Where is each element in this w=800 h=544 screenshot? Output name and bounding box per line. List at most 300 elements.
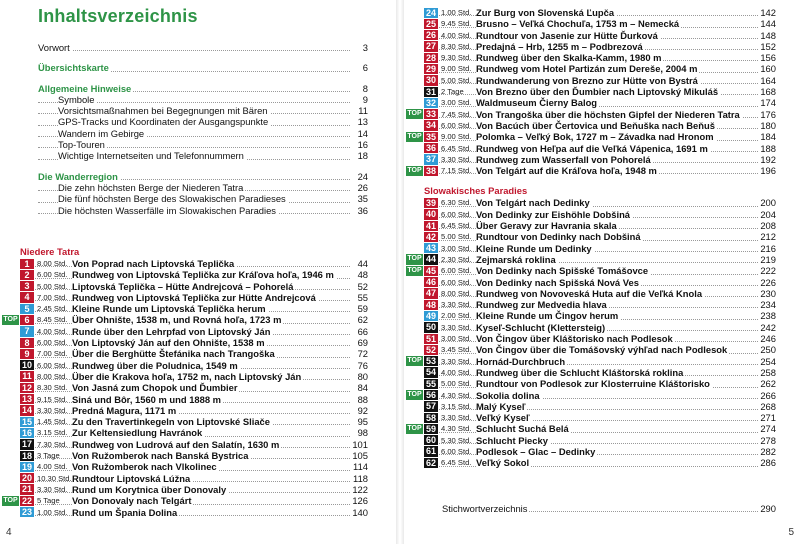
toc-entry-title: Die fünf höchsten Berge des Slowakischen Paradieses [58, 193, 286, 205]
tour-entry[interactable] [20, 258, 368, 269]
toc-page-number: 24 [357, 170, 368, 182]
top-tour-badge: TOP [406, 390, 423, 400]
tour-duration: 7.45 Std. [441, 109, 472, 119]
tour-duration: 3.30 Std. [441, 300, 472, 310]
tour-entry[interactable] [424, 310, 776, 321]
tour-duration: 3.30 Std. [37, 484, 68, 494]
tour-entry[interactable] [424, 367, 776, 378]
tour-page-number: 122 [352, 483, 368, 495]
tour-duration: 6.00 Std. [441, 120, 472, 130]
tour-page-number: 268 [760, 400, 776, 412]
tour-page-number: 212 [760, 231, 776, 243]
tour-number-badge: 7 [20, 326, 34, 336]
tour-entry[interactable] [424, 18, 776, 29]
tour-title: Hornád-Durchbruch [476, 355, 566, 367]
tour-duration: 9.45 Std. [441, 19, 472, 29]
tour-number-badge: 33 [425, 109, 436, 120]
tour-title: Rundtour Liptovská Lúžna [72, 472, 191, 484]
toc-page-number: 26 [357, 181, 368, 193]
tour-title: Von Poprad nach Liptovská Teplička [72, 258, 235, 269]
tour-duration: 8.30 Std. [441, 41, 472, 51]
tour-number-badge: 25 [425, 18, 436, 29]
tour-entry[interactable] [407, 265, 776, 277]
tour-number-badge: 20 [21, 473, 32, 484]
tour-duration: 4.30 Std. [441, 390, 472, 400]
tour-number-badge: 10 [21, 360, 32, 371]
tour-entry[interactable] [424, 446, 776, 457]
tour-entry[interactable] [424, 63, 776, 74]
tour-entry[interactable] [424, 344, 776, 355]
tour-entry[interactable] [424, 52, 776, 63]
tour-entry[interactable] [424, 333, 776, 344]
tour-number-badge: 22 [21, 495, 32, 506]
toc-page-number: 16 [357, 139, 368, 151]
tour-number-badge: 6 [20, 315, 34, 325]
tour-number-badge: 31 [425, 86, 436, 97]
tour-duration: 4.00 Std. [37, 326, 68, 336]
top-tour-badge: TOP [406, 254, 423, 264]
tour-number-badge: 4 [20, 292, 34, 302]
tour-duration: 4.00 Std. [441, 367, 472, 377]
tour-duration: 5.00 Std. [441, 232, 472, 242]
tour-duration: 8.00 Std. [37, 259, 68, 268]
tour-page-number: 274 [760, 423, 776, 435]
toc-entry[interactable] [38, 105, 368, 116]
tour-entry[interactable] [424, 243, 776, 254]
front-matter-list [38, 42, 368, 216]
toc-page-number: 8 [362, 82, 368, 94]
stichwort-entry[interactable] [442, 503, 776, 514]
tour-duration: 7.00 Std. [37, 292, 68, 302]
tour-page-number: 230 [760, 287, 776, 299]
dot-leader [424, 409, 758, 410]
dot-leader [424, 466, 758, 467]
toc-entry[interactable] [38, 205, 368, 216]
dot-leader [20, 515, 350, 516]
toc-entry-title: Vorsichtsmaßnahmen bei Begegnungen mit Bären [58, 105, 268, 117]
tour-page-number: 69 [357, 337, 368, 349]
tour-number-badge: 60 [425, 435, 436, 446]
tour-entry[interactable] [424, 143, 776, 154]
tour-entry[interactable] [424, 299, 776, 310]
tour-entry[interactable] [3, 314, 368, 326]
top-tour-badge: TOP [406, 166, 423, 176]
tour-entry[interactable] [20, 484, 368, 495]
top-tour-badge: TOP [406, 424, 423, 434]
tour-duration: 4.00 Std. [37, 462, 68, 472]
tour-number-badge: 16 [21, 427, 32, 438]
tour-duration: 1.00 Std. [441, 8, 472, 17]
tour-duration: 9.15 Std. [37, 394, 68, 404]
dot-leader [424, 364, 758, 365]
tour-duration: 9.00 Std. [441, 64, 472, 74]
tour-title: Zur Keltensiedlung Havránok [72, 427, 203, 439]
tour-number-badge: 24 [425, 7, 436, 18]
left-page [0, 0, 394, 544]
tour-entry[interactable] [424, 30, 776, 41]
tour-duration: 3.15 Std. [37, 428, 68, 438]
toc-entry-title: Die zehn höchsten Berge der Niederen Tatra [58, 181, 244, 193]
tour-page-number: 118 [353, 472, 368, 484]
tour-duration: 2.30 Std. [441, 254, 472, 264]
tour-entry[interactable] [20, 416, 368, 427]
tour-page-number: 184 [760, 131, 776, 143]
toc-entry-title: Vorwort [38, 42, 70, 53]
tour-entry[interactable] [424, 288, 776, 299]
tour-entry[interactable] [20, 394, 368, 405]
tour-duration: 3.30 Std. [441, 413, 472, 423]
tour-title: Von Telgárt nach Dedinky [476, 197, 590, 209]
tour-entry[interactable] [20, 382, 368, 393]
tour-number-badge: 14 [21, 405, 32, 416]
top-tour-badge: TOP [406, 266, 423, 276]
tour-entry[interactable] [407, 108, 776, 120]
tour-entry[interactable] [424, 412, 776, 423]
tour-number-badge: 13 [21, 394, 32, 405]
tour-title: Rundweg über die Schlucht Kláštorská roklina [476, 366, 684, 378]
tour-page-number: 152 [760, 40, 776, 52]
tour-duration: 3.30 Std. [441, 154, 472, 164]
tour-entry[interactable] [20, 292, 368, 303]
tour-entry[interactable] [407, 253, 776, 265]
toc-entry[interactable] [38, 116, 368, 127]
tour-title: Von Bacúch über Čertovica und Beňuška nach Beňuš [476, 119, 715, 131]
toc-page-number: 36 [357, 204, 368, 216]
tour-duration: 2.00 Std. [441, 311, 472, 321]
toc-page-number: 9 [362, 93, 368, 105]
tour-number-badge: 37 [425, 154, 436, 165]
tour-number-badge: 27 [425, 41, 436, 52]
tour-entry[interactable] [407, 423, 776, 435]
tour-number-badge: 35 [425, 131, 436, 142]
tour-entry[interactable] [20, 303, 368, 314]
tour-duration: 6.30 Std. [441, 198, 472, 208]
tour-entry[interactable] [424, 435, 776, 446]
right-page [406, 0, 800, 544]
tour-page-number: 168 [760, 86, 776, 98]
tour-entry[interactable] [424, 378, 776, 389]
tour-title: Zur Burg von Slovenská Ľupča [476, 7, 615, 18]
tour-entry[interactable] [424, 209, 776, 220]
tour-page-number: 72 [357, 348, 368, 360]
tour-page-number: 282 [760, 445, 776, 457]
tour-number-badge: 32 [425, 97, 436, 108]
tour-number-badge: 45 [425, 265, 436, 276]
tour-page-number: 188 [760, 142, 776, 154]
tour-page-number: 101 [352, 438, 368, 450]
tour-entry[interactable] [424, 97, 776, 108]
tour-number-badge: 1 [20, 259, 34, 269]
tour-entry[interactable] [20, 281, 368, 292]
tour-duration: 6.00 Std. [441, 209, 472, 219]
tour-list-niedere-tatra [3, 245, 368, 518]
tour-title: Rund um Korytnica über Donovaly [72, 483, 227, 495]
tour-number-badge: 8 [20, 338, 34, 348]
tour-list-right [407, 7, 776, 469]
tour-entry[interactable] [424, 75, 776, 86]
toc-entry[interactable] [38, 62, 368, 73]
tour-number-badge: 40 [425, 209, 436, 220]
tour-title: Schlucht Suchá Belá [476, 423, 569, 435]
dot-leader [424, 398, 758, 399]
tour-title: Veľký Kyseľ [476, 412, 530, 424]
tour-entry[interactable] [407, 131, 776, 143]
tour-page-number: 52 [357, 280, 368, 292]
tour-entry[interactable] [424, 401, 776, 412]
toc-page-number: 35 [357, 193, 368, 205]
tour-page-number: 148 [760, 29, 776, 41]
tour-entry[interactable] [424, 120, 776, 131]
tour-title: Rundtour von Jasenie zur Hütte Ďurková [476, 29, 658, 41]
tour-title: Von Liptovský Ján auf den Ohnište, 1538 m [72, 337, 265, 349]
tour-entry[interactable] [424, 220, 776, 231]
tour-page-number: 238 [760, 310, 776, 322]
tour-title: Rundwanderung von Brezno zur Hütte von Bystrá [476, 74, 698, 86]
tour-number-badge: 9 [20, 349, 34, 359]
tour-entry[interactable] [424, 41, 776, 52]
toc-entry[interactable] [38, 83, 368, 94]
tour-number-badge: 54 [425, 367, 436, 378]
tour-title: Von Čingov über die Tomášovský výhľad nach Podlesok [476, 344, 728, 356]
tour-title: Runde über den Lehrpfad von Liptovský Ján [72, 325, 271, 337]
toc-entry[interactable] [38, 171, 368, 182]
tour-page-number: 105 [352, 450, 368, 462]
toc-entry[interactable] [442, 503, 776, 514]
toc-entry[interactable] [38, 42, 368, 53]
page-title: Inhaltsverzeichnis [38, 6, 198, 26]
section-heading-slowakisches-paradies: Slowakisches Paradies [424, 185, 528, 197]
tour-title: Kleine Runde um Liptovská Teplička herum [72, 303, 266, 315]
tour-entry[interactable] [20, 427, 368, 438]
tour-duration: 7.00 Std. [37, 349, 68, 359]
tour-duration: 1.45 Std. [37, 417, 68, 427]
tour-number-badge: 47 [425, 288, 436, 299]
page-number-right: 5 [788, 527, 794, 538]
tour-duration: 6.00 Std. [441, 266, 472, 276]
tour-entry[interactable] [20, 461, 368, 472]
tour-number-badge: 52 [425, 344, 436, 355]
tour-title: Über Geravy zur Havrania skala [476, 220, 617, 232]
tour-duration: 6.45 Std. [441, 221, 472, 231]
tour-title: Siná und Bôr, 1560 m und 1888 m [72, 393, 222, 405]
tour-number-badge: 11 [20, 371, 34, 381]
tour-title: Von Ružomberok nach Vlkolinec [72, 461, 217, 473]
tour-page-number: 66 [357, 325, 368, 337]
tour-number-badge: 42 [425, 231, 436, 242]
tour-duration: 3 Tage [37, 451, 60, 461]
tour-number-badge: 46 [425, 277, 436, 288]
tour-number-badge: 51 [425, 333, 436, 344]
tour-duration: 3.15 Std. [441, 401, 472, 411]
tour-title: Zu den Travertinkegeln von Liptovské Sliače [72, 416, 270, 428]
toc-entry[interactable] [38, 128, 368, 139]
tour-entry[interactable] [407, 165, 776, 177]
tour-number-badge: 26 [425, 30, 436, 41]
top-tour-badge: TOP [406, 109, 423, 119]
tour-duration: 7.15 Std. [441, 166, 472, 176]
tour-title: Von Dedinky nach Spišské Tomášovce [476, 265, 649, 277]
tour-page-number: 156 [760, 52, 776, 64]
top-tour-badge: TOP [406, 356, 423, 366]
tour-entry[interactable] [3, 495, 368, 507]
toc-entry-title: Stichwortverzeichnis [442, 503, 528, 514]
tour-number-badge: 2 [20, 270, 34, 280]
tour-number-badge: 15 [21, 416, 32, 427]
tour-entry[interactable] [20, 439, 368, 450]
tour-duration: 3.00 Std. [441, 243, 472, 253]
tour-entry[interactable] [407, 355, 776, 367]
tour-page-number: 219 [760, 253, 776, 265]
tour-entry[interactable] [407, 389, 776, 401]
tour-duration: 4.00 Std. [441, 30, 472, 40]
tour-duration: 3.30 Std. [441, 356, 472, 366]
tour-entry[interactable] [20, 348, 368, 359]
tour-title: Rundtour von Dedinky nach Dobšiná [476, 231, 641, 243]
tour-page-number: 278 [760, 434, 776, 446]
tour-entry[interactable] [20, 326, 368, 337]
tour-page-number: 208 [760, 220, 776, 232]
toc-entry[interactable] [38, 139, 368, 150]
tour-title: Predná Magura, 1171 m [72, 404, 177, 416]
tour-title: Brusno – Veľká Chochuľa, 1753 m – Nemecká [476, 18, 680, 30]
tour-page-number: 144 [760, 18, 776, 30]
tour-number-badge: 43 [425, 243, 436, 254]
tour-entry[interactable] [424, 277, 776, 288]
tour-number-badge: 18 [21, 450, 32, 461]
tour-entry[interactable] [20, 337, 368, 348]
tour-page-number: 76 [357, 359, 368, 371]
tour-title: Kleine Runde um Čingov herum [476, 310, 619, 322]
tour-number-badge: 48 [425, 299, 436, 310]
dot-leader [38, 50, 350, 51]
tour-title: Von Dedinky nach Spišská Nová Ves [476, 276, 639, 288]
tour-number-badge: 56 [425, 390, 436, 400]
tour-number-badge: 62 [425, 457, 436, 468]
tour-duration: 3.00 Std. [441, 98, 472, 108]
tour-entry[interactable] [20, 269, 368, 280]
tour-duration: 5.00 Std. [37, 281, 68, 291]
dot-leader [424, 443, 758, 444]
tour-page-number: 180 [760, 119, 776, 131]
tour-number-badge: 17 [21, 439, 32, 450]
toc-page-number: 290 [760, 503, 776, 514]
tour-page-number: 262 [760, 378, 776, 390]
tour-entry[interactable] [20, 473, 368, 484]
tour-title: Rundweg zur Medvedia hlava [476, 299, 607, 311]
tour-entry[interactable] [424, 322, 776, 333]
toc-entry-title: Top-Touren [58, 139, 105, 151]
tour-page-number: 62 [357, 314, 368, 326]
tour-title: Kleine Runde um Dedinky [476, 242, 592, 254]
tour-number-badge: 49 [425, 310, 436, 321]
tour-entry[interactable] [20, 507, 368, 518]
tour-duration: 5.00 Std. [441, 379, 472, 389]
tour-number-badge: 3 [20, 281, 34, 291]
tour-page-number: 200 [760, 197, 776, 209]
tour-title: Über Ohnište, 1538 m, und Rovná hoľa, 1723 m [72, 314, 282, 326]
tour-page-number: 246 [760, 333, 776, 345]
tour-title: Von Dedinky zur Eishöhle Dobšiná [476, 208, 631, 220]
tour-number-badge: 59 [425, 423, 436, 434]
tour-entry[interactable] [20, 450, 368, 461]
page-number-left: 4 [6, 527, 12, 538]
toc-section-heading: Übersichtskarte [38, 62, 109, 74]
tour-title: Liptovská Teplička – Hütte Andrejcová – Pohorelá [72, 280, 294, 292]
tour-page-number: 192 [760, 153, 776, 165]
tour-page-number: 196 [760, 165, 776, 177]
tour-page-number: 258 [760, 366, 776, 378]
tour-number-badge: 58 [425, 412, 436, 423]
tour-page-number: 80 [357, 370, 368, 382]
tour-page-number: 44 [357, 258, 368, 269]
tour-entry[interactable] [20, 405, 368, 416]
tour-title: Sokolia dolina [476, 389, 540, 401]
tour-page-number: 55 [357, 291, 368, 303]
tour-number-badge: 23 [21, 507, 32, 518]
tour-title: Rund um Špania Dolina [72, 506, 178, 518]
tour-duration: 9.00 Std. [441, 132, 472, 142]
tour-duration: 5.00 Std. [441, 75, 472, 85]
tour-number-badge: 50 [425, 322, 436, 333]
tour-duration: 8.00 Std. [441, 288, 472, 298]
tour-entry[interactable] [424, 231, 776, 242]
tour-page-number: 98 [357, 427, 368, 439]
tour-number-badge: 36 [425, 143, 436, 154]
tour-page-number: 250 [760, 344, 776, 356]
tour-duration: 8.00 Std. [37, 371, 68, 381]
tour-number-badge: 30 [425, 75, 436, 86]
tour-entry[interactable] [424, 86, 776, 97]
tour-number-badge: 19 [21, 461, 32, 472]
tour-entry[interactable] [20, 360, 368, 371]
tour-duration: 6.00 Std. [37, 360, 68, 370]
tour-page-number: 254 [760, 355, 776, 367]
tour-page-number: 95 [357, 416, 368, 428]
tour-title: Rundweg von Liptovská Teplička zur Hütte Andrejcová [72, 291, 316, 303]
toc-entry[interactable] [38, 94, 368, 105]
toc-section-heading: Die Wanderregion [38, 170, 118, 182]
toc-page-number: 13 [357, 116, 368, 128]
tour-entry[interactable] [20, 371, 368, 382]
tour-title: Kyseľ-Schlucht (Klettersteig) [476, 321, 606, 333]
tour-title: Über die Berghütte Štefánika nach Trangoška [72, 348, 275, 360]
tour-duration: 2.45 Std. [37, 304, 68, 314]
toc-entry[interactable] [38, 150, 368, 161]
tour-duration: 2 Tage [441, 87, 464, 97]
tour-number-badge: 53 [425, 356, 436, 367]
tour-number-badge: 61 [425, 446, 436, 457]
tour-duration: 5 Tage [37, 496, 60, 506]
tour-page-number: 114 [353, 461, 368, 473]
toc-page-number: 18 [357, 150, 368, 162]
tour-number-badge: 29 [425, 63, 436, 74]
toc-entry[interactable] [38, 193, 368, 204]
toc-entry[interactable] [38, 182, 368, 193]
tour-entry[interactable] [424, 197, 776, 208]
tour-duration: 6.00 Std. [441, 277, 472, 287]
tour-duration: 7.30 Std. [37, 439, 68, 449]
tour-title: Waldmuseum Čierny Balog [476, 97, 598, 109]
tour-entry[interactable] [424, 7, 776, 18]
tour-page-number: 48 [357, 269, 368, 281]
tour-entry[interactable] [424, 154, 776, 165]
tour-page-number: 204 [760, 208, 776, 220]
tour-entry[interactable] [424, 457, 776, 468]
tour-page-number: 174 [760, 97, 776, 109]
tour-page-number: 286 [760, 457, 776, 469]
top-tour-badge: TOP [406, 132, 423, 142]
tour-duration: 5.30 Std. [441, 435, 472, 445]
